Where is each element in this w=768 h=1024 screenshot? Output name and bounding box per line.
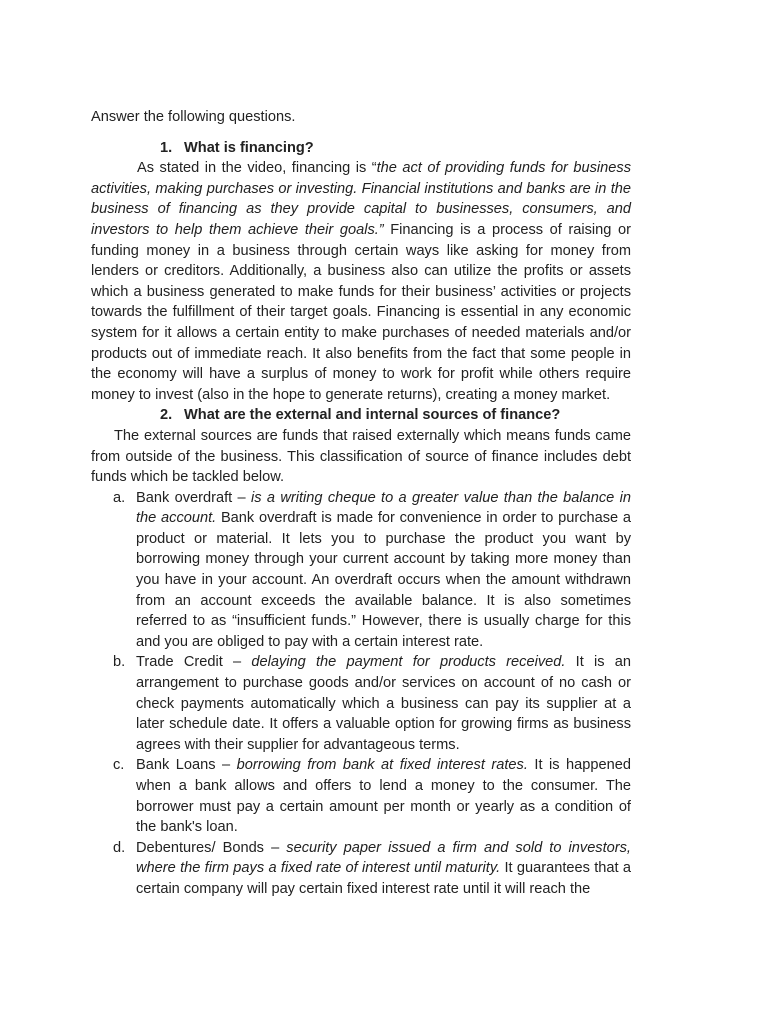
question-2-number: 2.: [160, 407, 173, 424]
list-marker: c.: [113, 757, 125, 774]
list-item-bank-overdraft: [91, 488, 631, 653]
question-1-number: 1.: [160, 139, 173, 156]
item-term: Bank Loans –: [136, 757, 237, 774]
finance-sources-list: [91, 488, 631, 900]
list-marker: d.: [113, 839, 126, 856]
question-1-title: What is financing?: [184, 139, 314, 156]
question-1-heading: [91, 138, 631, 159]
list-item-debentures-bonds: [91, 838, 631, 900]
intro-text: Answer the following questions.: [91, 109, 296, 125]
question-2-title: What are the external and internal sources of finance?: [184, 407, 561, 424]
answer-1-quote: the act of providing funds for business activities, making purchases or investing. Financial institutions and banks are in the business of financing as they provide capital to businesses, consumers, and investors to help them achieve their goals.”: [91, 160, 632, 238]
item-term: Bank overdraft –: [136, 489, 251, 506]
list-item-bank-loans: [91, 755, 631, 837]
item-definition: is a writing cheque to a greater value than the balance in the account.: [136, 489, 631, 527]
item-body: It is happened when a bank allows and offers to lend a money to the consumer. The borrower must pay a certain amount per month or yearly as a condition of the bank's loan.: [136, 757, 631, 836]
question-1-answer: [91, 158, 631, 405]
item-term: Debentures/ Bonds –: [136, 839, 287, 856]
item-body: It is an arrangement to purchase goods and/or services on account of no cash or check payments automatically which a business can pay its supplier at a later schedule date. It offers a valuable option for growing firms as business agrees with their supplier for advantageous terms.: [136, 654, 632, 753]
question-2-paragraph: The external sources are funds that raised externally which means funds came from outside of the business. This classification of source of finance includes debt funds which be tackled below.: [91, 427, 631, 486]
item-body: Bank overdraft is made for convenience in order to purchase a product or material. It lets you to purchase the product you want by borrowing money through your current account by taking more money than you have in your account. An overdraft occurs when the amount withdrawn from an account exceeds the available balance. It is also sometimes referred to as “insufficient funds.” However, there is usually charge for this and you are obliged to pay with a certain interest rate.: [136, 510, 631, 650]
question-2-heading: [91, 405, 631, 426]
item-body: It guarantees that a certain company will pay certain fixed interest rate until it will reach the: [136, 860, 631, 897]
answer-1-rest: Financing is a process of raising or funding money in a business through certain ways like asking for money from lenders or creditors. Additionally, a business also can utilize the profits or assets which a business generated to make funds for their business’ activities or projects towards the fulfillment of their target goals. Financing is essential in any economic system for it allows a certain entity to make purchases of needed materials and/or products out of immediate reach. It also benefits from the fact that some people in the economy will have a surplus of money to work for profit while others require money to invest (also in the hope to generate returns), creating a money market.: [91, 221, 631, 403]
item-definition: borrowing from bank at fixed interest rates.: [236, 757, 528, 774]
answer-1-lead: As stated in the video, financing is “: [137, 160, 377, 177]
list-marker: a.: [113, 489, 126, 506]
item-definition: security paper issued a firm and sold to investors, where the firm pays a fixed rate of interest until maturity.: [136, 839, 631, 877]
list-item-trade-credit: [91, 652, 631, 755]
item-term: Trade Credit –: [136, 654, 252, 671]
document-page: [91, 107, 631, 900]
item-definition: delaying the payment for products received.: [251, 654, 566, 671]
list-marker: b.: [113, 654, 126, 671]
